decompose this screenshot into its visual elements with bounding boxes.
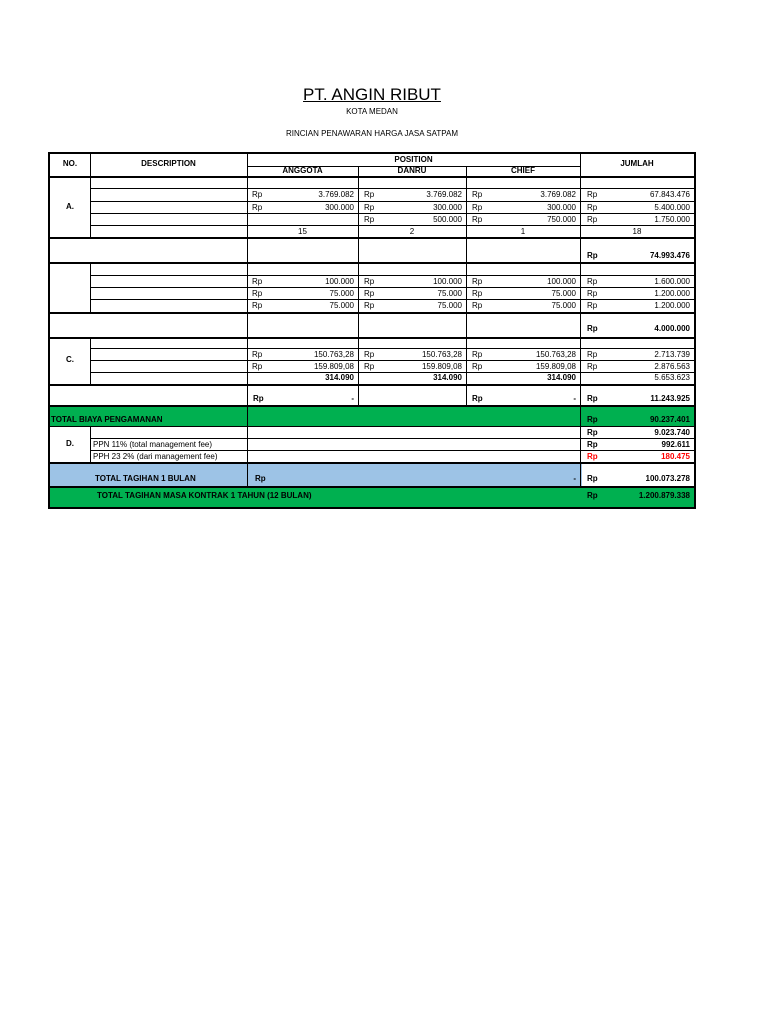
column-border — [358, 166, 359, 405]
section-b-row-2-value-1: 75.000 — [437, 289, 462, 298]
section-a-row-2-value-2: 300.000 — [547, 203, 576, 212]
section-b-row-2-rp-1: Rp — [364, 289, 375, 298]
section-b-row-1-rp-0: Rp — [252, 277, 263, 286]
section-a-row-1-value-2: 3.769.082 — [540, 190, 576, 199]
row-border — [50, 237, 694, 239]
section-a-count-1: 2 — [409, 227, 415, 236]
section-c-row-2-rp-1: Rp — [364, 362, 375, 371]
section-b-row-2-rp-2: Rp — [472, 289, 483, 298]
column-border — [580, 154, 581, 486]
section-a-count-0: 15 — [298, 227, 307, 236]
section-c-row-2-rp-3: Rp — [587, 362, 598, 371]
section-b-row-2-rp-3: Rp — [587, 289, 598, 298]
section-c-total-3: 5.653.623 — [654, 373, 690, 382]
column-border — [90, 262, 91, 312]
column-border — [247, 154, 248, 486]
section-a-row-1-rp-2: Rp — [472, 190, 483, 199]
section-d-label: D. — [66, 439, 74, 448]
section-a-row-1-rp-3: Rp — [587, 190, 598, 199]
section-c-row-2-value-2: 159.809,08 — [535, 362, 576, 371]
section-c-sub-rp-2: Rp — [472, 394, 483, 403]
section-a-row-1-value-1: 3.769.082 — [426, 190, 462, 199]
section-a-row-3-rp-1: Rp — [364, 215, 375, 224]
section-b-row-3-value-0: 75.000 — [329, 301, 354, 310]
section-b-subtotal: 4.000.000 — [654, 324, 690, 333]
section-a-row-2-rp-1: Rp — [364, 203, 375, 212]
row-border — [50, 462, 694, 464]
section-a-row-2-rp-0: Rp — [252, 203, 263, 212]
section-a-row-2-value-1: 300.000 — [433, 203, 462, 212]
section-c-sub-rp-1: Rp — [253, 394, 264, 403]
total-biaya-rp: Rp — [587, 415, 598, 424]
management-fee-rp: Rp — [587, 428, 598, 437]
section-a-row-2-rp-3: Rp — [587, 203, 598, 212]
section-c-row-2-value-3: 2.876.563 — [654, 362, 690, 371]
section-c-subtotal: 11.243.925 — [650, 394, 690, 403]
column-border — [466, 166, 467, 405]
header-description: DESCRIPTION — [141, 159, 196, 168]
section-a-row-2-value-0: 300.000 — [325, 203, 354, 212]
section-b-row-3-rp-1: Rp — [364, 301, 375, 310]
total-tahun-value: 1.200.879.338 — [638, 491, 690, 500]
row-border — [50, 337, 694, 339]
total-bulan-value: 100.073.278 — [645, 474, 690, 483]
section-b-row-3-value-2: 75.000 — [551, 301, 576, 310]
section-c-total-0: 314.090 — [325, 373, 354, 382]
section-c-total-1: 314.090 — [433, 373, 462, 382]
section-a-row-3-value-3: 1.750.000 — [654, 215, 690, 224]
section-b-row-3-value-1: 75.000 — [437, 301, 462, 310]
section-c-row-1-value-3: 2.713.739 — [654, 350, 690, 359]
total-tahun-label: TOTAL TAGIHAN MASA KONTRAK 1 TAHUN (12 BULAN) — [97, 491, 312, 500]
row-border — [50, 176, 694, 178]
total-bulan-rp-1: Rp — [255, 474, 266, 483]
section-b-row-2-value-3: 1.200.000 — [654, 289, 690, 298]
company-city: KOTA MEDAN — [346, 107, 398, 116]
section-b-subtotal-rp: Rp — [587, 324, 598, 333]
section-c-sub-dash-2: - — [573, 394, 576, 403]
section-b-row-1-rp-2: Rp — [472, 277, 483, 286]
section-b-row-3-rp-2: Rp — [472, 301, 483, 310]
pph-value: 180.475 — [661, 452, 690, 461]
section-a-row-1-rp-0: Rp — [252, 190, 263, 199]
section-b-row-3-rp-3: Rp — [587, 301, 598, 310]
row-border — [50, 312, 694, 314]
section-a-row-3-rp-2: Rp — [472, 215, 483, 224]
section-c-row-1-value-2: 150.763,28 — [535, 350, 576, 359]
section-c-row-2-value-1: 159.809,08 — [421, 362, 462, 371]
row-border — [50, 384, 694, 386]
row-border — [50, 405, 694, 407]
section-c-row-2-rp-0: Rp — [252, 362, 263, 371]
total-bulan-rp: Rp — [587, 474, 598, 483]
ppn-value: 992.611 — [661, 440, 690, 449]
section-c-subtotal-rp: Rp — [587, 394, 598, 403]
column-border — [90, 337, 91, 384]
section-c-label: C. — [66, 355, 74, 364]
section-c-sub-dash-1: - — [351, 394, 354, 403]
section-a-row-2-value-3: 5.400.000 — [654, 203, 690, 212]
section-a-row-1-value-0: 3.769.082 — [318, 190, 354, 199]
section-b-row-1-value-3: 1.600.000 — [654, 277, 690, 286]
total-bulan-dash: - — [573, 474, 576, 483]
section-a-count-2: 1 — [520, 227, 526, 236]
section-c-row-2-value-0: 159.809,08 — [313, 362, 354, 371]
section-c-row-1-value-1: 150.763,28 — [421, 350, 462, 359]
header-danru: DANRU — [397, 166, 427, 175]
section-b-row-1-rp-1: Rp — [364, 277, 375, 286]
section-b-row-1-value-1: 100.000 — [433, 277, 462, 286]
header-jumlah: JUMLAH — [620, 159, 654, 168]
section-c-total-2: 314.090 — [547, 373, 576, 382]
section-a-row-1-rp-1: Rp — [364, 190, 375, 199]
section-a-row-2-rp-2: Rp — [472, 203, 483, 212]
section-c-row-1-rp-3: Rp — [587, 350, 598, 359]
section-a-row-1-value-3: 67.843.476 — [649, 190, 690, 199]
ppn-rp: Rp — [587, 440, 598, 449]
section-b-row-1-rp-3: Rp — [587, 277, 598, 286]
section-c-row-1-value-0: 150.763,28 — [313, 350, 354, 359]
section-c-row-1-rp-1: Rp — [364, 350, 375, 359]
row-border — [50, 486, 694, 488]
section-a-subtotal: 74.993.476 — [649, 251, 690, 260]
section-b-row-1-value-2: 100.000 — [547, 277, 576, 286]
pph-rp: Rp — [587, 452, 598, 461]
section-b-row-3-value-3: 1.200.000 — [654, 301, 690, 310]
total-tahun-rp: Rp — [587, 491, 598, 500]
header-position: POSITION — [394, 155, 433, 164]
section-b-row-3-rp-0: Rp — [252, 301, 263, 310]
column-border — [90, 426, 91, 462]
management-fee-value: 9.023.740 — [654, 428, 690, 437]
section-a-row-3-value-1: 500.000 — [433, 215, 462, 224]
section-b-row-1-value-0: 100.000 — [325, 277, 354, 286]
price-quotation-table — [48, 152, 696, 509]
section-a-label: A. — [66, 202, 74, 211]
row-border — [50, 262, 694, 264]
section-b-row-2-value-2: 75.000 — [551, 289, 576, 298]
header-chief: CHIEF — [511, 166, 535, 175]
header-anggota: ANGGOTA — [282, 166, 323, 175]
total-biaya-value: 90.237.401 — [649, 415, 690, 424]
header-no: NO. — [62, 159, 78, 168]
company-name: PT. ANGIN RIBUT — [303, 85, 441, 104]
section-a-count-3: 18 — [632, 227, 642, 236]
section-c-row-1-rp-2: Rp — [472, 350, 483, 359]
section-a-row-3-value-2: 750.000 — [547, 215, 576, 224]
total-biaya-label: TOTAL BIAYA PENGAMANAN — [51, 415, 163, 424]
total-bulan-label: TOTAL TAGIHAN 1 BULAN — [95, 474, 196, 483]
section-c-row-1-rp-0: Rp — [252, 350, 263, 359]
section-c-row-2-rp-2: Rp — [472, 362, 483, 371]
pph-label: PPH 23 2% (dari management fee) — [93, 452, 218, 461]
document-title: RINCIAN PENAWARAN HARGA JASA SATPAM — [285, 129, 459, 138]
section-b-row-2-rp-0: Rp — [252, 289, 263, 298]
section-a-subtotal-rp: Rp — [587, 251, 598, 260]
ppn-label: PPN 11% (total management fee) — [93, 440, 213, 449]
section-b-row-2-value-0: 75.000 — [329, 289, 354, 298]
section-a-row-3-rp-3: Rp — [587, 215, 598, 224]
